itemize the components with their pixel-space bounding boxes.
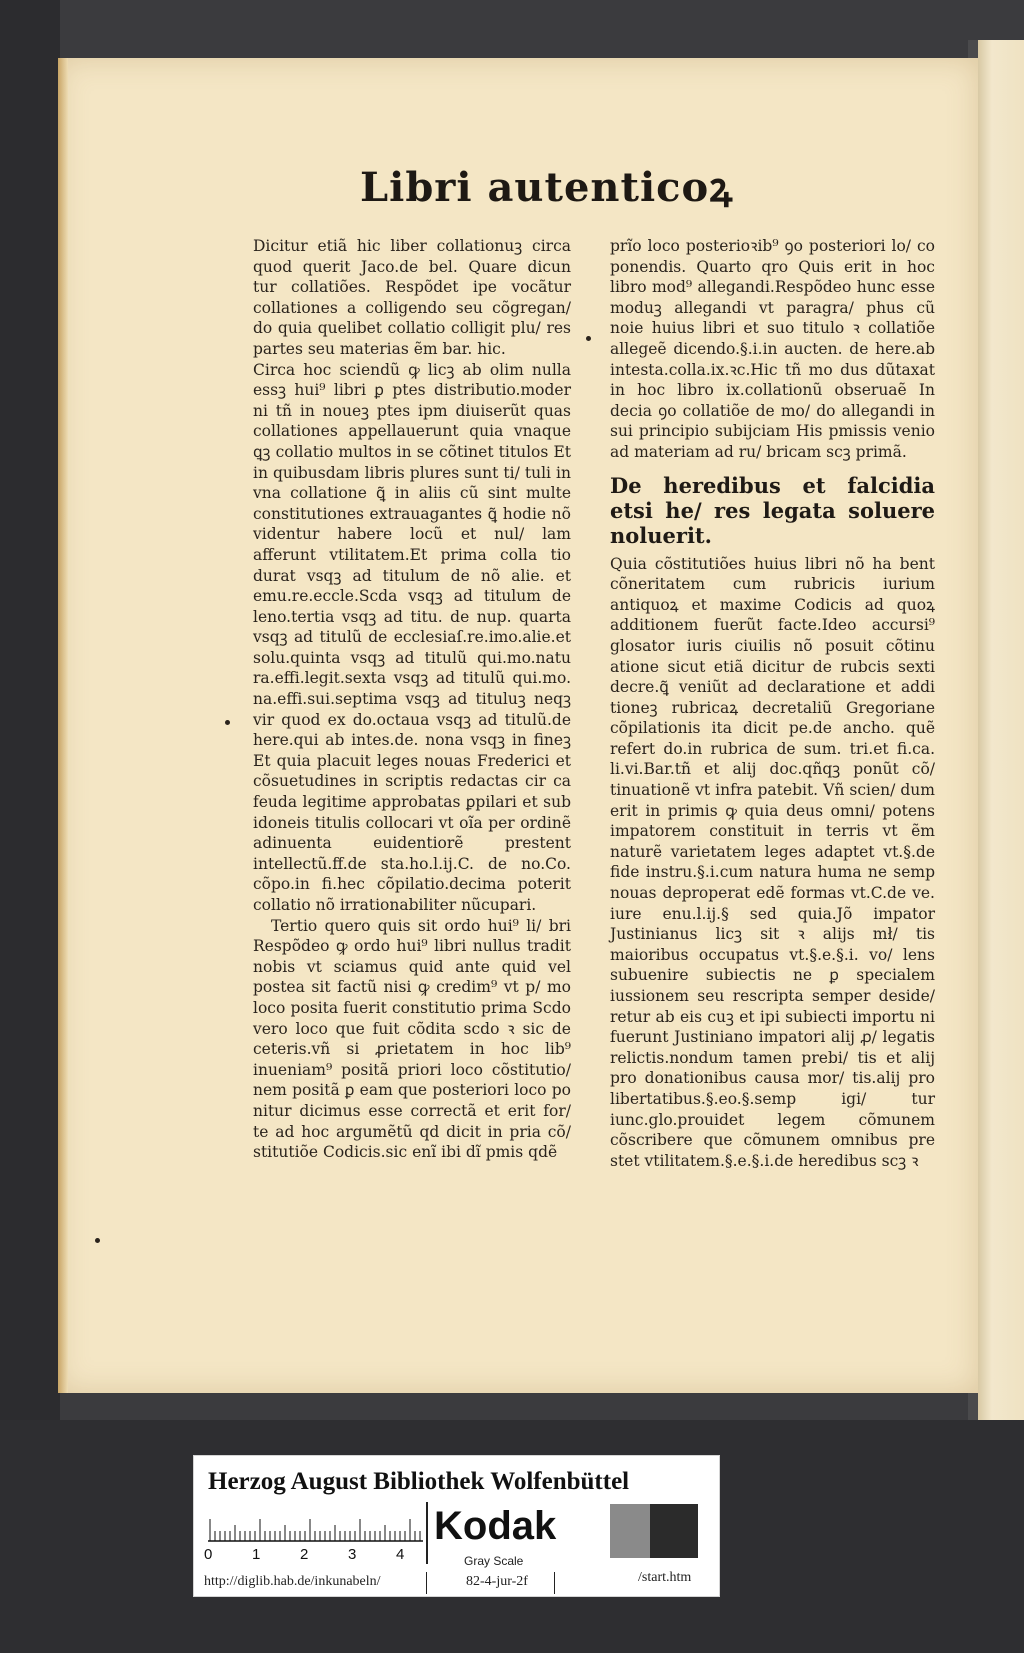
- left-paragraph-1: Dicitur etiã hic liber collationuꝫ circa quod querit Jaco.de bel. Quare dicun tur collatiões. Respõdet ipe vocãtur collationes a colligendo seu cõgregan/ do quia quelibet collatio colligit plu/ res partes seu materias ẽm bar. hic.: [253, 237, 571, 358]
- card-divider: [426, 1502, 428, 1564]
- gray-scale-label: Gray Scale: [464, 1554, 524, 1568]
- card-divider: [554, 1572, 555, 1594]
- left-paragraph-2: Circa hoc sciendũ ꝙ licꝫ ab olim nulla essꝫ hui⁹ libri ꝑ ptes distributio.moder ni tñ in noueꝫ ptes ipm diuiserũt quas collationes appellauerunt quia vnaque ꝗꝫ collatio multos in se cõtinet titulos Et in quibusdam libris plures sunt ti/ tuli in vna collatione ꝗ̃ in aliis cũ sint multe constitutiones extrauagantes ꝗ̃ hodie nõ videntur habere locũ et nul/ lam afferunt vtilitatem.Et prima colla tio durat vsqꝫ ad titulum de nõ alie. et emu.re.eccle.Scda vsqꝫ ad titulum de leno.tertia vsqꝫ ad titu. de nup. quarta vsqꝫ ad titulũ de ecclesiaſ.re.imo.alie.et solu.quinta vsqꝫ ad titulũ qui.mo.natu ra.effi.legit.sexta vsqꝫ ad titulũ qui.mo. na.effi.sui.septima vsqꝫ ad tituluꝫ neqꝫ vir quod ex do.octaua vsqꝫ ad titulũ.de here.qui ab intes.de. nona vsqꝫ in fineꝫ Et quia placuit leges nouas Frederici et cõsuetudines in scriptis redactas cir ca feuda legitime approbatas ꝑpilari et sub idoneis titulis collocari vt oĩa per ordinẽ adinuenta euidentiorẽ prestent intellectũ.ff.de sta.ho.l.ij.C. de no.Co. cõpo.in fi.hec cõpilatio.decima poterit collatio nõ irrationabiliter nũcupari.: [253, 360, 571, 914]
- ruler-number: 2: [300, 1546, 309, 1563]
- shelfmark: 82-4-jur-2f: [466, 1574, 528, 1589]
- section-heading: De heredibus et falcidia etsi he/ res legata soluere noluerit.: [610, 472, 935, 548]
- page-edge-shadow: [58, 58, 68, 1393]
- kodak-logo: Kodak: [434, 1504, 557, 1548]
- dark-swatch-icon: [650, 1504, 698, 1558]
- ruler-number: 0: [204, 1546, 213, 1563]
- card-divider: [426, 1572, 427, 1594]
- left-text-column: [253, 236, 571, 1163]
- library-name: Herzog August Bibliothek Wolfenbüttel: [208, 1468, 630, 1495]
- library-target-card: [193, 1455, 720, 1597]
- scan-background-left: [0, 0, 60, 1653]
- ruler-scale-icon: [208, 1508, 423, 1542]
- page-title: Libri autenticoꝝ: [360, 164, 734, 211]
- ink-dot: [225, 720, 230, 725]
- start-link: /start.htm: [638, 1570, 692, 1585]
- ruler-number: 4: [396, 1546, 405, 1563]
- right-body-paragraph: Quia cõstitutiões huius libri nõ ha bent cõneritatem cum rubricis iurium antiquoꝝ et maxime Codicis ad quoꝝ additionem fuerũt facte.Ideo accursi⁹ glosator iuris ciuilis nõ posuit cõtinu atione sicut etiã dicitur de rubcis sexti decre.ꝗ̃ veniũt ad declaratione et addi tioneꝫ rubricaꝝ decretaliũ Gregoriane cõpilationis ita dicit pe.de ancho. quẽ refert do.in rubrica de sum. tri.et fi.ca. li.vi.Bar.tñ et alij doc.qñqꝫ ponũt cõ/ tinuationẽ vt infra patebit. Vñ scien/ dum erit in primis ꝙ quia deus omni/ potens impatorem constituit in terris vt ẽm naturẽ varietatem leges adaptet vt.§.de fide instru.§.i.cum natura huma ne semp nouas deproperat edẽ formas vt.C.de ve. iure enu.l.ij.§ sed quia.Jõ impator Justinianus licꝫ sit ꝛ alijs mł/ tis maioribus occupatus vt.§.e.§.i. vo/ lens subuenire subiectis ne ꝑ specialem iussionem seu rescripta semper deside/ retur ab eis cuꝫ et ipi subiecti importu ni fuerunt Justiniano impatori alij ꝓ/ legatis relictis.nondum tamen prebi/ tis et alij pro donationibus causa mor/ tis.alij pro libertatibus.§.eo.§.semp igi/ tur iunc.glo.prouidet legem cõmunem cõscribere que cõmunem omnibus pre stet vtilitatem.§.e.§.i.de heredibus scꝫ ꝛ: [610, 554, 935, 1170]
- left-paragraph-3: Tertio quero quis sit ordo hui⁹ li/ bri Respõdeo ꝙ ordo hui⁹ libri nullus tradit nobis vt sciamus quid ante quid vel postea sit factũ nisi ꝙ credim⁹ vt p/ mo loco posita fuerit constitutio prima Scdo vero loco que fuit cõdita scdo ꝛ sic de ceteris.vñ si ꝓrietatem in hoc lib⁹ inueniam⁹ positã priori loco cõstitutio/ nem positã ꝑ eam que posteriori loco po nitur dicimus esse correctã et erit for/ te ad hoc argumẽtũ qd dicit in pria cõ/ stitutiõe Codicis.sic enĩ ibi dĩ pmis qdẽ: [253, 916, 571, 1162]
- right-text-column: [610, 236, 935, 1171]
- library-url: http://diglib.hab.de/inkunabeln/: [204, 1574, 381, 1589]
- ruler-number: 3: [348, 1546, 357, 1563]
- ink-dot: [95, 1238, 100, 1243]
- ink-dot: [586, 336, 591, 341]
- ruler-number: 1: [252, 1546, 261, 1563]
- adjacent-page-edge: [978, 40, 1024, 1420]
- right-intro-paragraph: prĩo loco posterioꝛib⁹ ꝯo posteriori lo/ co ponendis. Quarto qro Quis erit in hoc libro mod⁹ allegandi.Respõdeo hunc esse moduꝫ allegandi vt paragra/ phus cũ noie huius libri et suo titulo ꝛ collatiõe allegeẽ dicendo.§.i.in aucten. de here.ab intesta.colla.ix.ꝛc.Hic tñ mo dus dũtaxat in hoc libro ix.collationũ obseruaẽ In decia ꝯo collatiõe de mo/ do allegandi in sui principio subijciam His pmissis venio ad materiam ad ru/ bricam scꝫ primã.: [610, 237, 935, 461]
- gray-swatch-icon: [610, 1504, 650, 1558]
